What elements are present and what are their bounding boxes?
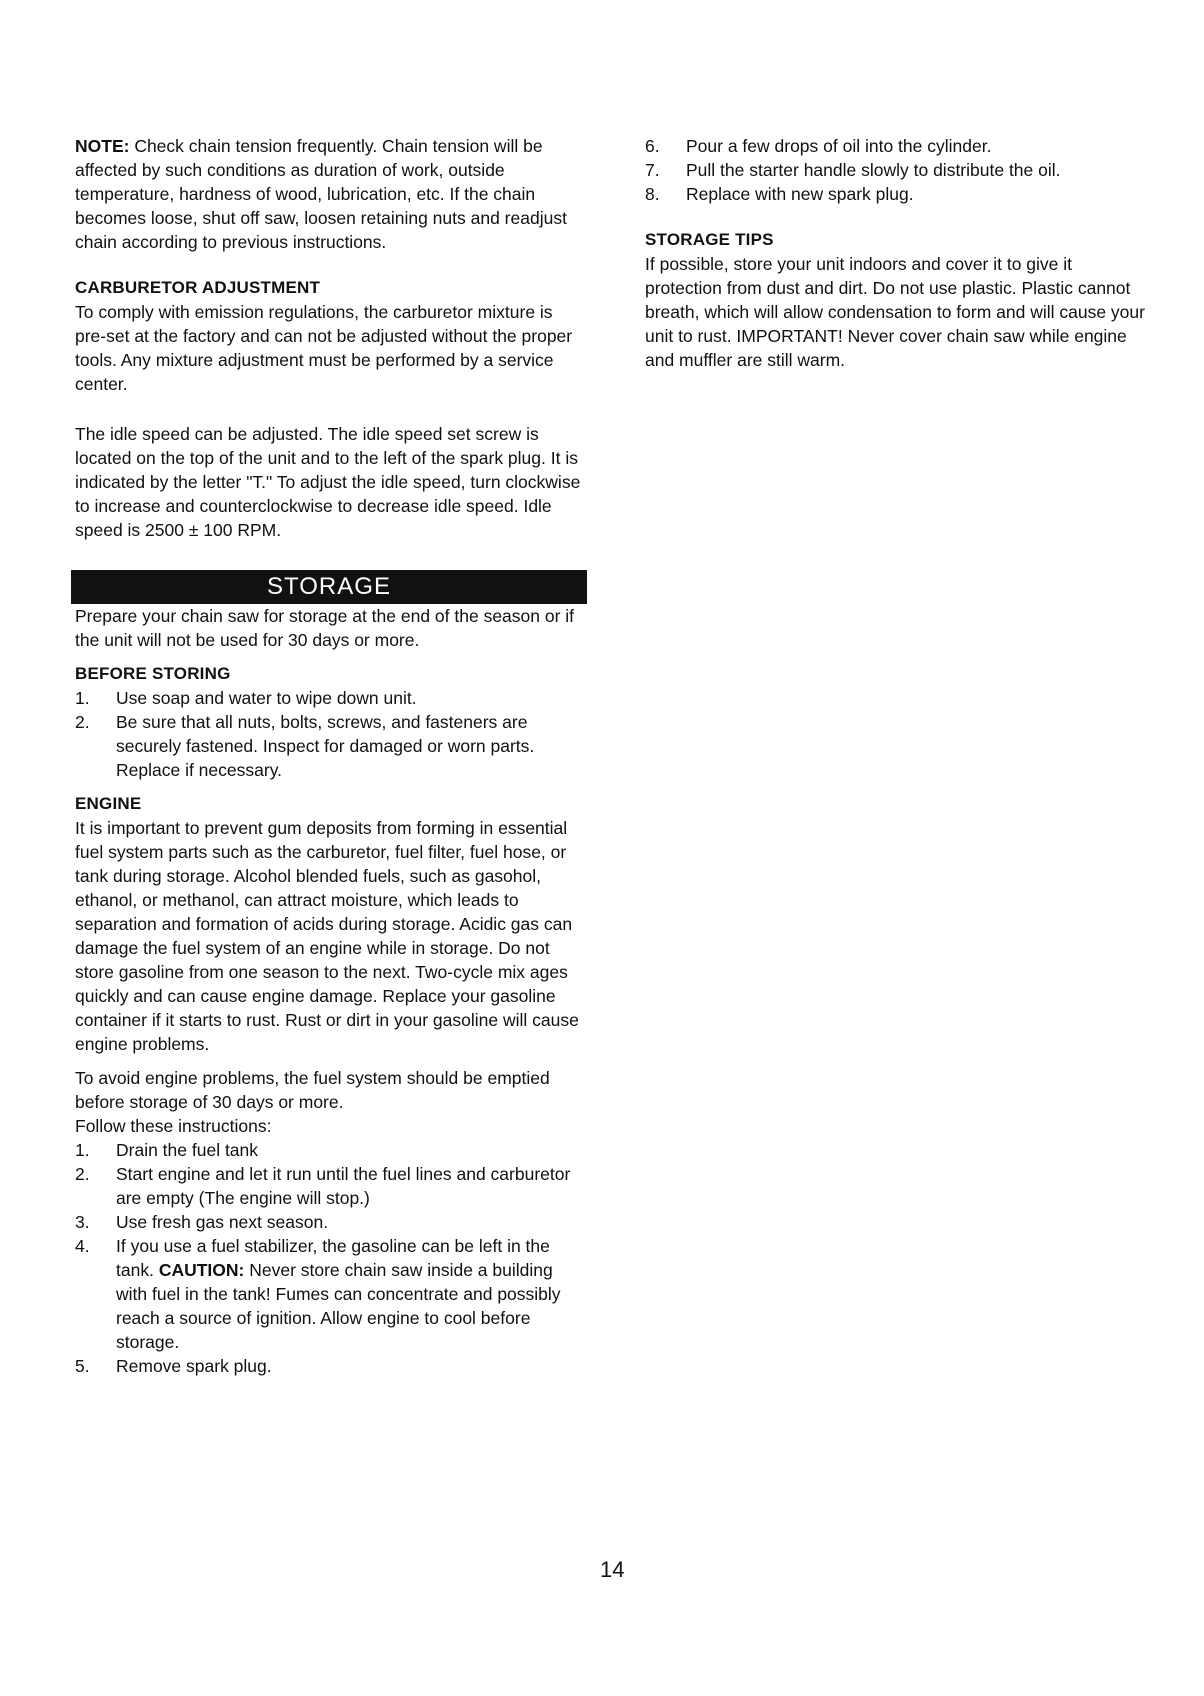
list-item: 1. Drain the fuel tank	[75, 1140, 259, 1160]
storage-tips-text: If possible, store your unit indoors and cover it to give it protection from dust and dirt. Do not use plastic. Plastic cannot breath, which will allow condensation to form and will cause your unit to rust. IMPORTANT! Never cover chain saw while engine and muffler are still warm.	[645, 254, 1145, 370]
carburetor-paragraph-1: To comply with emission regulations, the carburetor mixture is pre-set at the factory and can not be adjusted without the proper tools. Any mixture adjustment must be performed by a service center.	[75, 302, 573, 394]
storage-tips-heading: STORAGE TIPS	[645, 230, 774, 249]
list-item: 2. Be sure that all nuts, bolts, screws, and fasteners are securely fastened. Inspect for damaged or worn parts. Replace if necessary.	[75, 712, 535, 780]
list-item: 7. Pull the starter handle slowly to distribute the oil.	[645, 160, 1061, 180]
list-item: 6. Pour a few drops of oil into the cylinder.	[645, 136, 992, 156]
before-storing-heading: BEFORE STORING	[75, 664, 231, 683]
list-item: 8. Replace with new spark plug.	[645, 184, 914, 204]
list-item: 2. Start engine and let it run until the fuel lines and carburetor are empty (The engine will stop.)	[75, 1164, 571, 1208]
spark-plug-steps-list	[645, 134, 1145, 206]
left-column	[75, 134, 585, 1378]
caution-label: CAUTION:	[158, 1260, 245, 1280]
list-item: 3. Use fresh gas next season.	[75, 1212, 329, 1232]
storage-banner: STORAGE	[71, 570, 587, 604]
engine-paragraph-2: To avoid engine problems, the fuel system should be emptied before storage of 30 days or more.	[75, 1068, 550, 1112]
before-storing-list	[75, 686, 585, 782]
list-item: 1. Use soap and water to wipe down unit.	[75, 688, 417, 708]
engine-instructions-list	[75, 1138, 585, 1378]
page-number: 14	[600, 1557, 625, 1582]
carburetor-paragraph-2: The idle speed can be adjusted. The idle speed set screw is located on the top of the unit and to the left of the spark plug. It is indicated by the letter "T." To adjust the idle speed, turn clockwise to increase and counterclockwise to decrease idle speed. Idle speed is 2500 ± 100 RPM.	[75, 424, 581, 540]
engine-paragraph-3: Follow these instructions:	[75, 1116, 272, 1136]
storage-intro: Prepare your chain saw for storage at the end of the season or if the unit will not be used for 30 days or more.	[75, 606, 575, 650]
chain-tension-note	[75, 134, 585, 254]
right-column	[645, 134, 1145, 372]
engine-heading: ENGINE	[75, 794, 142, 813]
list-item: 4. If you use a fuel stabilizer, the gasoline can be left in the tank. CAUTION: Never store chain saw inside a building with fuel in the tank! Fumes can concentrate and possibly reach a source of ignition. Allow engine to cool before storage.	[75, 1236, 561, 1352]
carburetor-adjustment-heading: CARBURETOR ADJUSTMENT	[75, 278, 321, 297]
list-item: 5. Remove spark plug.	[75, 1356, 272, 1376]
note-label: NOTE:	[75, 136, 130, 156]
engine-paragraph-1: It is important to prevent gum deposits from forming in essential fuel system parts such as the carburetor, fuel filter, fuel hose, or tank during storage. Alcohol blended fuels, such as gasohol, ethanol, or methanol, can attract moisture, which leads to separation and formation of acids during storage. Acidic gas can damage the fuel system of an engine while in storage. Do not store gasoline from one season to the next. Two-cycle mix ages quickly and can cause engine damage. Replace your gasoline container if it starts to rust. Rust or dirt in your gasoline will cause engine problems.	[75, 818, 579, 1054]
note-text: Check chain tension frequently. Chain tension will be affected by such conditions as duration of work, outside temperature, hardness of wood, lubrication, etc. If the chain becomes loose, shut off saw, loosen retaining nuts and readjust chain according to previous instructions.	[75, 136, 567, 252]
